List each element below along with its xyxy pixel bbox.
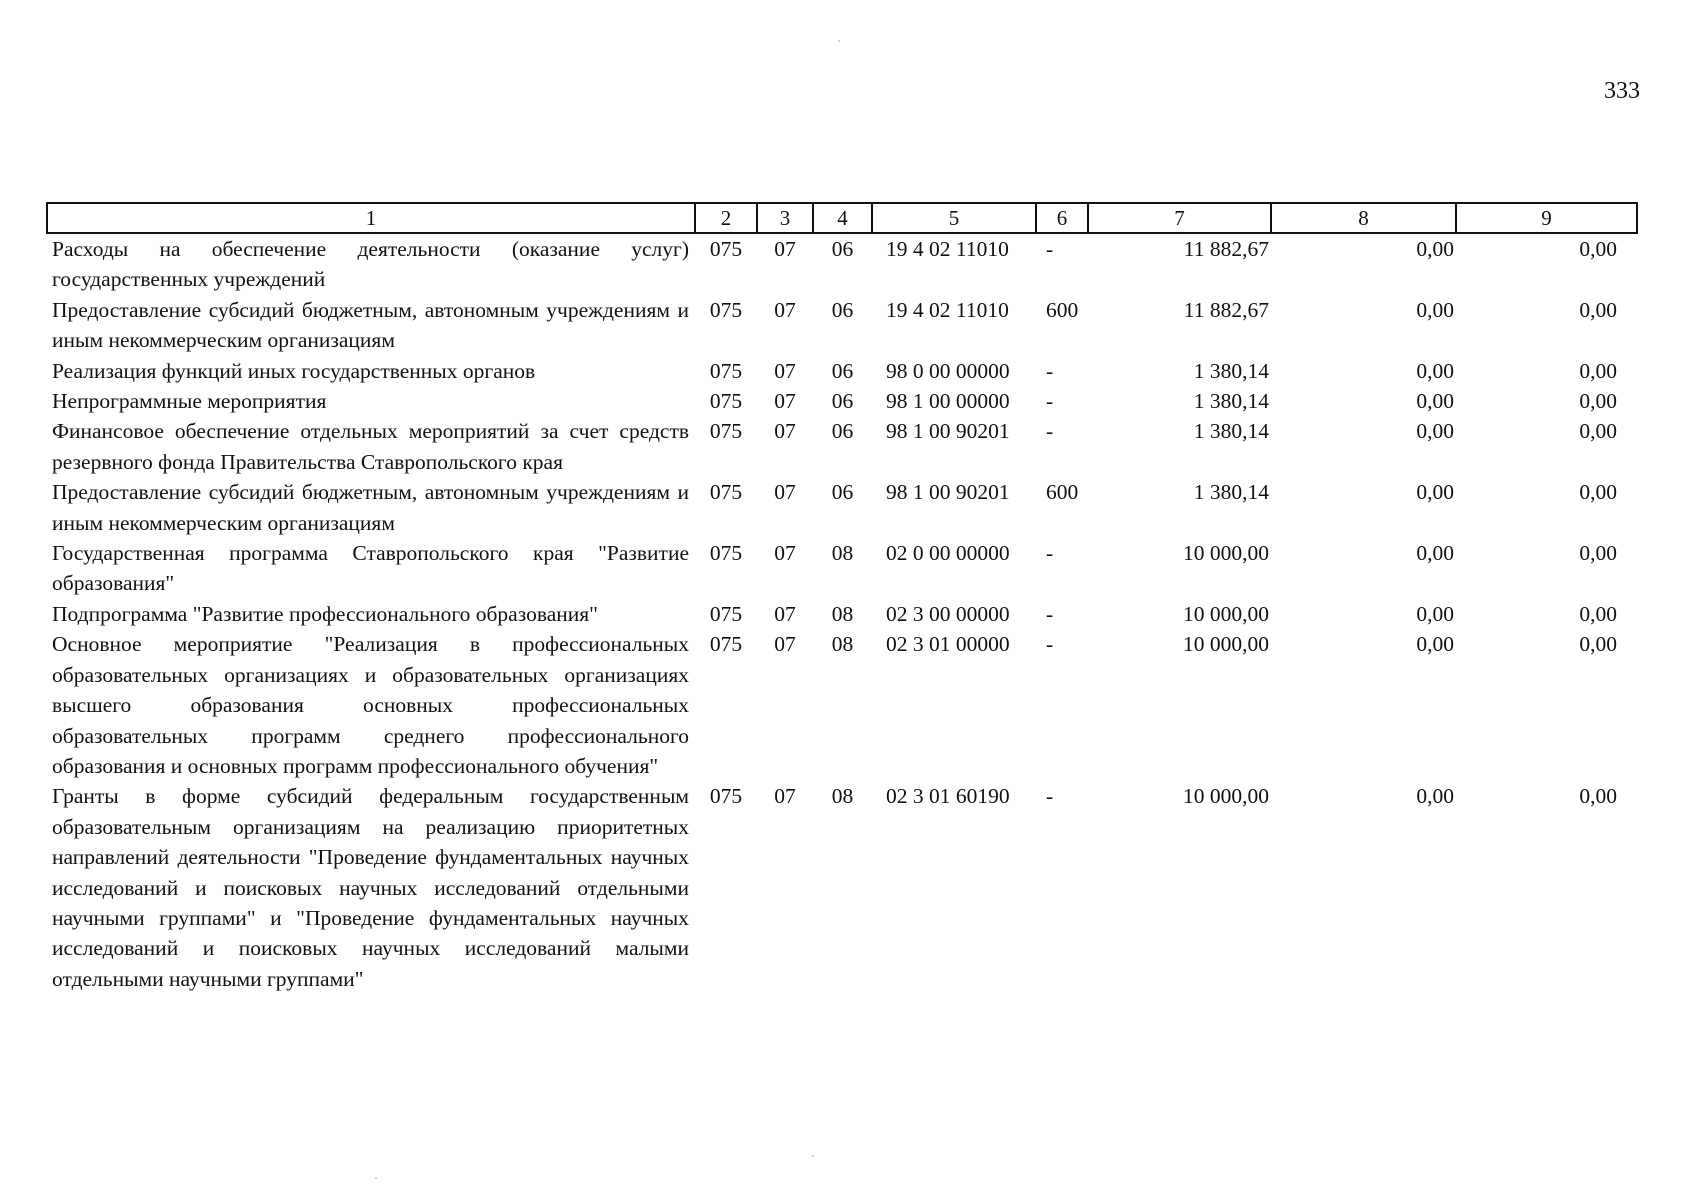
table-row [47, 629, 1637, 781]
ministry-code-cell: 075 [709, 297, 743, 322]
ministry-code-cell: 075 [709, 389, 743, 414]
table-row [47, 233, 1637, 295]
amount-col8-cell: 0,00 [1416, 541, 1454, 566]
amount-col8-cell: 0,00 [1416, 601, 1454, 626]
amount-col7-cell: 1 380,14 [1193, 358, 1269, 383]
subsection-cell: 06 [831, 297, 854, 322]
amount-col9-cell: 0,00 [1579, 358, 1617, 383]
subsection-cell: 06 [831, 419, 854, 444]
section-cell: 07 [774, 784, 796, 809]
subsection-cell: 06 [831, 358, 854, 383]
table-row [47, 356, 1637, 386]
amount-col8-cell: 0,00 [1416, 419, 1454, 444]
ministry-code-cell: 075 [709, 480, 743, 505]
expense-type-cell: - [1046, 237, 1054, 261]
amount-col8-cell: 0,00 [1416, 632, 1454, 657]
row-name-cell: Расходы на обеспечение деятельности (оказание услуг) государственных учреждений [52, 237, 689, 292]
section-cell: 07 [774, 480, 796, 505]
amount-col9-cell: 0,00 [1579, 237, 1617, 261]
row-name-cell: Предоставление субсидий бюджетным, автономным учреждениям и иным некоммерческим организациям [52, 480, 689, 535]
table-row [47, 538, 1637, 599]
target-article-cell: 98 0 00 00000 [886, 358, 1010, 383]
row-name-cell: Гранты в форме субсидий федеральным государственным образовательным организациям на реализацию приоритетных направлений деятельности "Проведение фундаментальных научных исследований и поисковых научных исследований отдельными научными группами" и "Проведение фундаментальных научных исследований и поисковых научных исследований малыми отдельными научными группами" [52, 784, 689, 991]
column-header-3: 3 [757, 203, 813, 233]
amount-col8-cell: 0,00 [1416, 389, 1454, 414]
amount-col9-cell: 0,00 [1579, 389, 1617, 414]
amount-col8-cell: 0,00 [1416, 358, 1454, 383]
target-article-cell: 02 3 01 60190 [886, 784, 1010, 809]
row-name-cell: Финансовое обеспечение отдельных мероприятий за счет средств резервного фонда Правительства Ставропольского края [52, 419, 689, 474]
amount-col7-cell: 11 882,67 [1183, 297, 1269, 322]
ministry-code-cell: 075 [709, 419, 743, 444]
subsection-cell: 06 [831, 389, 854, 414]
amount-col7-cell: 1 380,14 [1193, 389, 1269, 414]
expense-type-cell: - [1046, 389, 1054, 414]
amount-col7-cell: 10 000,00 [1183, 541, 1269, 566]
target-article-cell: 98 1 00 90201 [886, 480, 1010, 505]
expense-type-cell: 600 [1046, 480, 1079, 505]
table-row [47, 295, 1637, 356]
table-row [47, 416, 1637, 477]
table-row [47, 477, 1637, 538]
expense-type-cell: - [1046, 419, 1054, 444]
section-cell: 07 [774, 297, 796, 322]
header-row [47, 203, 1637, 233]
amount-col9-cell: 0,00 [1579, 297, 1617, 322]
subsection-cell: 08 [831, 784, 854, 809]
section-cell: 07 [774, 358, 796, 383]
target-article-cell: 02 3 01 00000 [886, 632, 1010, 657]
section-cell: 07 [774, 541, 796, 566]
section-cell: 07 [774, 632, 796, 657]
scan-speck [812, 1155, 814, 1157]
amount-col7-cell: 10 000,00 [1183, 784, 1269, 809]
expense-type-cell: - [1046, 784, 1054, 809]
expense-type-cell: - [1046, 358, 1054, 383]
table-body [47, 233, 1637, 994]
column-header-4: 4 [813, 203, 872, 233]
amount-col9-cell: 0,00 [1579, 601, 1617, 626]
column-header-6: 6 [1036, 203, 1088, 233]
target-article-cell: 19 4 02 11010 [886, 297, 1009, 322]
ministry-code-cell: 075 [709, 601, 743, 626]
row-name-cell: Реализация функций иных государственных органов [52, 358, 536, 383]
section-cell: 07 [774, 601, 796, 626]
expense-type-cell: - [1046, 601, 1054, 626]
column-header-1: 1 [47, 203, 695, 233]
section-cell: 07 [774, 419, 796, 444]
table-row [47, 386, 1637, 416]
amount-col7-cell: 1 380,14 [1193, 419, 1269, 444]
row-name-cell: Основное мероприятие "Реализация в профессиональных образовательных организациях и образовательных организациях высшего образования основных профессиональных образовательных программ среднего профессионального образования и основных программ профессионального обучения" [52, 632, 689, 778]
amount-col9-cell: 0,00 [1579, 419, 1617, 444]
amount-col9-cell: 0,00 [1579, 541, 1617, 566]
section-cell: 07 [774, 389, 796, 414]
ministry-code-cell: 075 [709, 541, 743, 566]
subsection-cell: 08 [831, 601, 854, 626]
page-number: 333 [1604, 78, 1640, 104]
ministry-code-cell: 075 [709, 632, 743, 657]
ministry-code-cell: 075 [709, 784, 743, 809]
target-article-cell: 02 3 00 00000 [886, 601, 1010, 626]
expense-type-cell: 600 [1046, 297, 1079, 322]
amount-col7-cell: 10 000,00 [1183, 632, 1269, 657]
subsection-cell: 08 [831, 541, 854, 566]
amount-col9-cell: 0,00 [1579, 784, 1617, 809]
ministry-code-cell: 075 [709, 358, 743, 383]
amount-col7-cell: 11 882,67 [1183, 237, 1269, 261]
target-article-cell: 19 4 02 11010 [886, 237, 1009, 261]
amount-col7-cell: 10 000,00 [1183, 601, 1269, 626]
row-name-cell: Подпрограмма "Развитие профессионального образования" [52, 601, 598, 626]
amount-col9-cell: 0,00 [1579, 480, 1617, 505]
column-header-7: 7 [1088, 203, 1271, 233]
scan-speck [838, 40, 840, 42]
target-article-cell: 98 1 00 90201 [886, 419, 1010, 444]
section-cell: 07 [774, 237, 796, 261]
row-name-cell: Предоставление субсидий бюджетным, автономным учреждениям и иным некоммерческим организациям [52, 297, 689, 353]
column-header-8: 8 [1271, 203, 1456, 233]
subsection-cell: 06 [831, 237, 854, 261]
row-name-cell: Государственная программа Ставропольского края "Развитие образования" [52, 541, 689, 596]
column-header-5: 5 [872, 203, 1036, 233]
expense-type-cell: - [1046, 632, 1054, 657]
amount-col8-cell: 0,00 [1416, 784, 1454, 809]
scan-speck [375, 1177, 377, 1179]
table-row [47, 599, 1637, 629]
target-article-cell: 02 0 00 00000 [886, 541, 1010, 566]
subsection-cell: 08 [831, 632, 854, 657]
subsection-cell: 06 [831, 480, 854, 505]
expense-type-cell: - [1046, 541, 1054, 566]
amount-col7-cell: 1 380,14 [1193, 480, 1269, 505]
row-name-cell: Непрограммные мероприятия [52, 389, 327, 414]
amount-col8-cell: 0,00 [1416, 480, 1454, 505]
amount-col8-cell: 0,00 [1416, 297, 1454, 322]
column-header-2: 2 [695, 203, 757, 233]
column-header-9: 9 [1456, 203, 1637, 233]
budget-table [46, 202, 1638, 994]
table-header [47, 203, 1637, 233]
ministry-code-cell: 075 [709, 237, 743, 261]
amount-col8-cell: 0,00 [1416, 237, 1454, 261]
target-article-cell: 98 1 00 00000 [886, 389, 1010, 414]
table-row [47, 781, 1637, 994]
amount-col9-cell: 0,00 [1579, 632, 1617, 657]
